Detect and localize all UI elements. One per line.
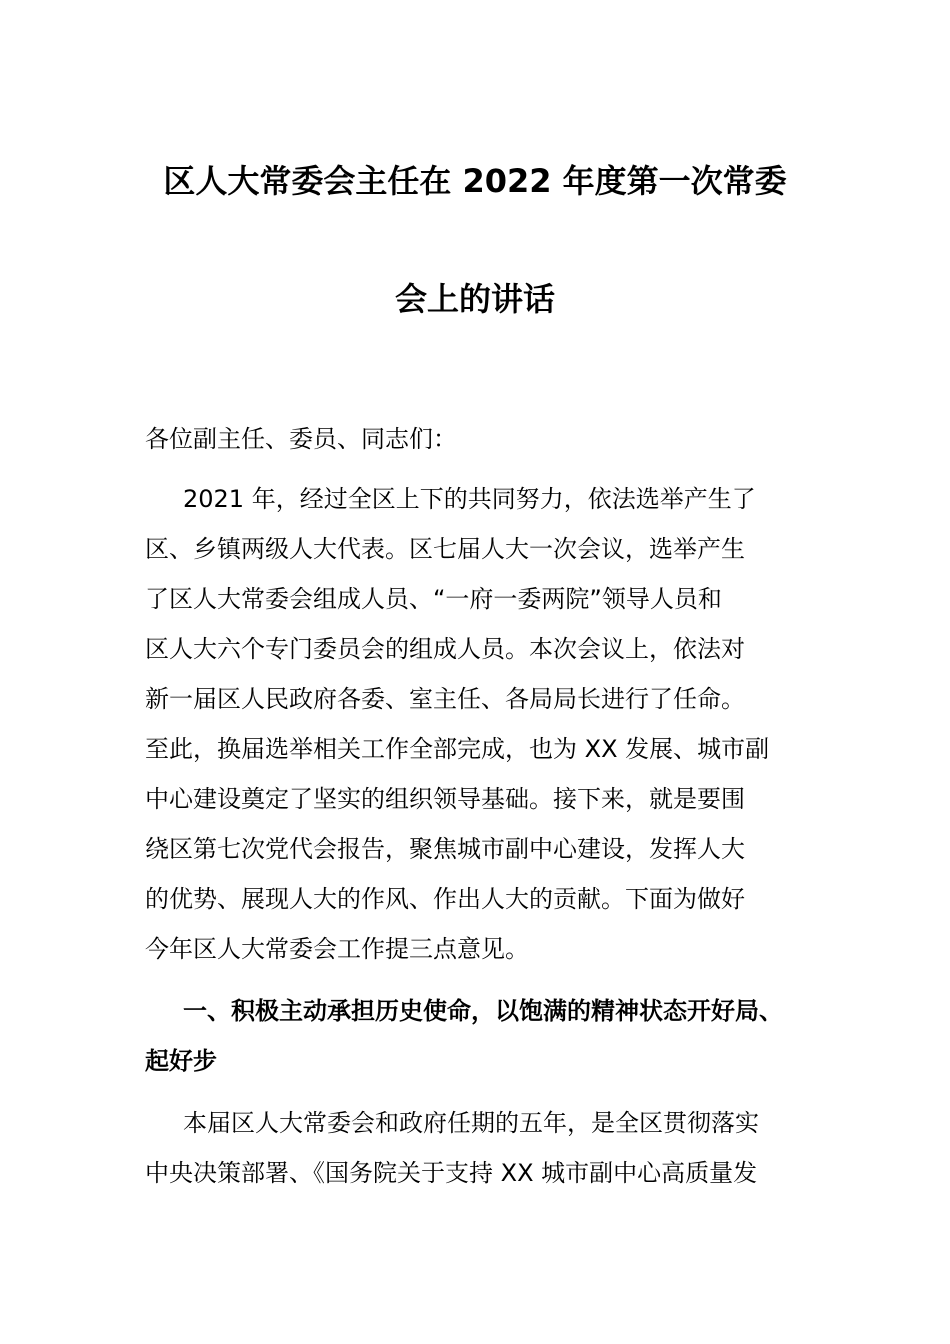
paragraph-1-line-9: 的优势、展现人大的作风、作出人大的贡献。下面为做好 <box>145 885 745 913</box>
paragraph-2-line-1: 本届区人大常委会和政府任期的五年，是全区贯彻落实 <box>183 1109 759 1137</box>
paragraph-1-line-10: 今年区人大常委会工作提三点意见。 <box>145 935 529 963</box>
document-title-line-2: 会上的讲话 <box>394 280 555 318</box>
paragraph-1-line-1: 2021 年，经过全区上下的共同努力，依法选举产生了 <box>183 485 756 513</box>
paragraph-2-line-2: 中央决策部署、《国务院关于支持 XX 城市副中心高质量发 <box>145 1159 758 1187</box>
paragraph-1-line-7: 中心建设奠定了坚实的组织领导基础。接下来，就是要围 <box>145 785 745 813</box>
section-heading-1-line-1: 一、积极主动承担历史使命，以饱满的精神状态开好局、 <box>183 997 783 1025</box>
section-heading-1-line-2: 起好步 <box>145 1047 217 1075</box>
paragraph-1-line-5: 新一届区人民政府各委、室主任、各局局长进行了任命。 <box>145 685 745 713</box>
salutation: 各位副主任、委员、同志们： <box>145 425 457 453</box>
paragraph-1-line-4: 区人大六个专门委员会的组成人员。本次会议上，依法对 <box>145 635 745 663</box>
paragraph-1-line-3: 了区人大常委会组成人员、“一府一委两院”领导人员和 <box>145 585 722 613</box>
paragraph-1-line-8: 绕区第七次党代会报告，聚焦城市副中心建设，发挥人大 <box>145 835 745 863</box>
paragraph-1-line-2: 区、乡镇两级人大代表。区七届人大一次会议，选举产生 <box>145 535 745 563</box>
paragraph-1-line-6: 至此，换届选举相关工作全部完成，也为 XX 发展、城市副 <box>145 735 770 763</box>
document-title-line-1: 区人大常委会主任在 2022 年度第一次常委 <box>163 162 787 200</box>
